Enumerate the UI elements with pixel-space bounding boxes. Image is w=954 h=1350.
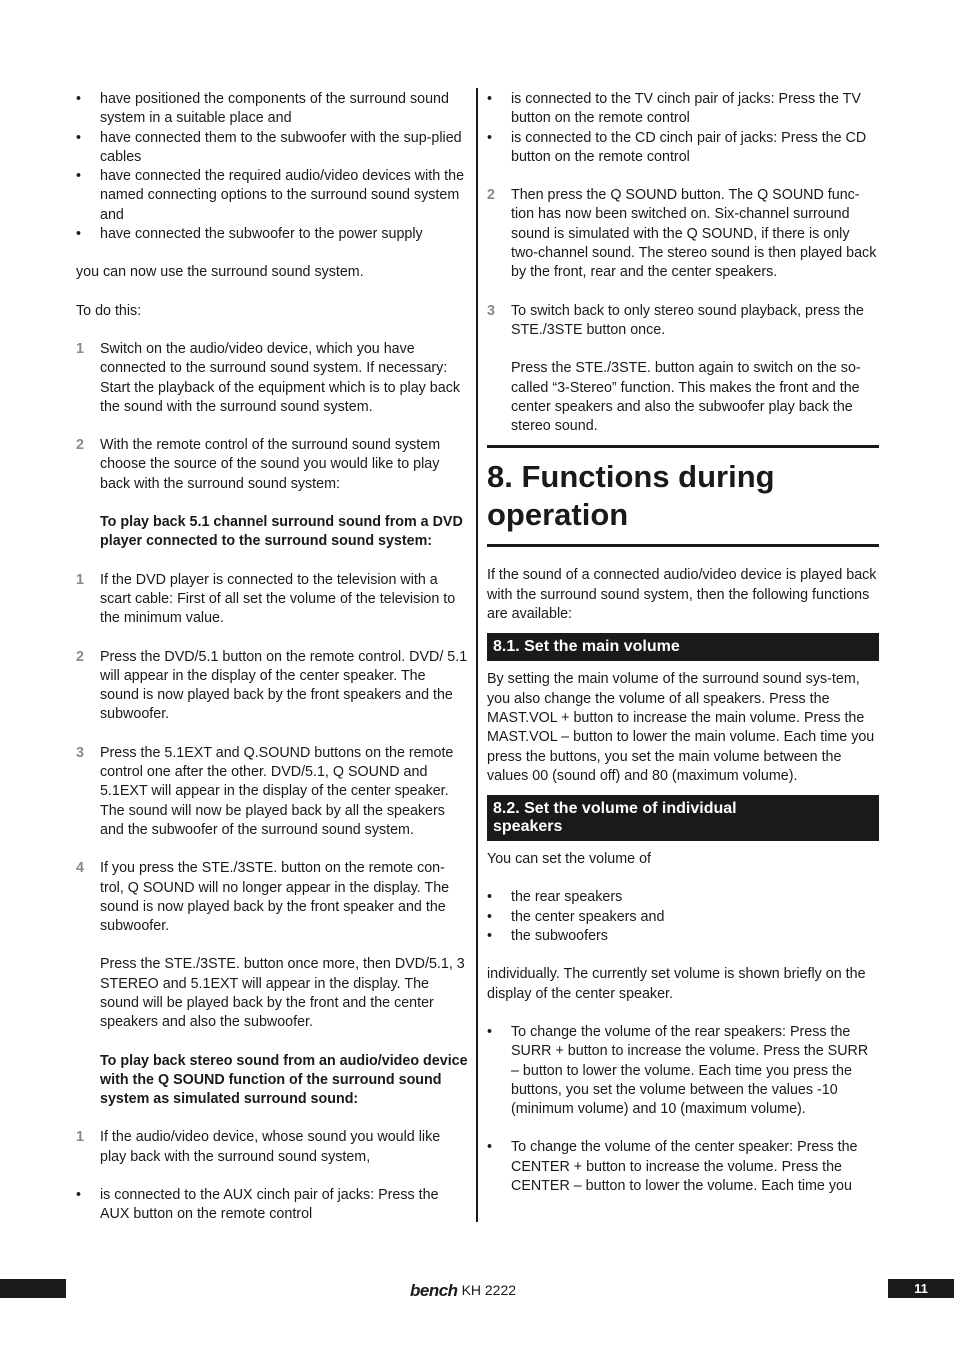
bold-subheading-stereo: To play back stereo sound from an audio/video device with the Q SOUND function of the surround sound system as simulated surround sound: [100,1052,468,1108]
bullet-item: • the center speakers and [487,908,879,927]
step-text: If the audio/video device, whose sound you would like play back with the surround sound system, [100,1129,441,1165]
numbered-step [487,186,879,282]
step-text: Switch on the audio/video device, which you have connected to the surround sound system. If necessary: Start the playback of the equipment which is to play back the sound with the surround sound system. [100,340,461,415]
bullet-item: • have connected them to the subwoofer with the sup-plied cables [76,129,468,168]
subsection-heading-individual: 8.2. Set the volume of individual speakers [487,795,879,841]
paragraph-main-volume: By setting the main volume of the surround sound sys-tem, you also change the volume of all speakers. Press the MAST.VOL + button to increase the main volume. Press the MAST.VOL – button to lower the main volume. Each time you press the buttons, you set the main volume between the values 00 (sound off) and 80 (maximum volume). [487,671,875,784]
paragraph-you-can: You can set the volume of [487,851,651,868]
bullet-item: • the rear speakers [487,888,879,907]
numbered-step [76,648,468,725]
right-column [487,90,879,1196]
bullet-item: • To change the volume of the rear speakers: Press the SURR + button to increase the volume. Press the SURR – button to lower the volume. Each time you press the buttons, you set the volume between the values -10 (minimum volume) and 10 (maximum volume). [487,1023,879,1119]
step-number: 2 [76,648,84,665]
step-number: 1 [76,340,84,357]
step-number: 2 [76,437,84,454]
step-continuation: Press the STE./3STE. button again to switch on the so-called “3-Stereo” function. This makes the front and the center speakers and also the subwoofer play back the stereo sound. [511,360,861,435]
step-number: 4 [76,860,84,877]
footer-bar-left [0,1279,66,1298]
bullet-item: • is connected to the CD cinch pair of jacks: Press the CD button on the remote control [487,129,879,168]
step-number: 1 [76,571,84,588]
step-text: Then press the Q SOUND button. The Q SOUND func-tion has now been switched on. Six-channel surround sound is simulated with the Q SOUND, if there is only two-channel sound. The stereo sound is then played back by the front, rear and the center speakers. [511,187,877,281]
step-text: If the DVD player is connected to the television with a scart cable: First of all set the volume of the television to the minimum value. [100,571,456,627]
section-heading: 8. Functions during operation [487,459,775,533]
step-number: 3 [487,302,495,319]
footer-brand [410,1281,516,1301]
step-text: If you press the STE./3STE. button on the remote con-trol, Q SOUND will no longer appear in the display. The sound is now played back by the front speaker and the subwoofer. [100,860,450,935]
heading-rule-top [487,445,879,448]
step-text: Press the 5.1EXT and Q.SOUND buttons on the remote control one after the other. DVD/5.1, Q SOUND and 5.1EXT will appear in the display of the center speaker. The sound will now be played back by all the speakers and the subwoofer of the surround sound system. [100,744,454,838]
numbered-step [76,744,468,840]
paragraph-todo: To do this: [76,302,142,319]
bullet-item: • To change the volume of the center speaker: Press the CENTER + button to increase the volume. Press the CENTER – button to lower the volume. Each time you [487,1138,879,1196]
paragraph-intro: If the sound of a connected audio/video device is played back with the surround sound system, then the following functions are available: [487,567,877,623]
bullet-item: • have connected the required audio/video devices with the named connecting options to the surround sound system and [76,167,468,225]
column-divider [476,88,478,1222]
subsection-heading-main-volume: 8.1. Set the main volume [487,633,879,661]
step-number: 1 [76,1129,84,1146]
numbered-step [76,340,468,417]
bullet-item: • is connected to the AUX cinch pair of jacks: Press the AUX button on the remote control [76,1186,468,1225]
step-text: Press the DVD/5.1 button on the remote control. DVD/ 5.1 will appear in the display of the center speaker. The sound is now played back by the front speakers and the subwoofer. [100,648,468,723]
bullet-item: • the subwoofers [487,927,879,946]
numbered-step [76,571,468,629]
bold-subheading-dvd: To play back 5.1 channel surround sound from a DVD player connected to the surround sound system: [100,514,463,550]
model-number: KH 2222 [461,1282,517,1299]
bullet-item: • have connected the subwoofer to the power supply [76,225,468,244]
numbered-step [487,302,879,341]
bullet-item: • have positioned the components of the surround sound system in a suitable place and [76,90,468,129]
step-text: With the remote control of the surround sound system choose the source of the sound you would like to play back with the surround sound system: [100,437,441,492]
step-number: 2 [487,187,495,204]
numbered-step [76,436,468,494]
numbered-step [76,859,468,936]
left-column [76,90,468,1225]
brand-logo: bench [410,1281,458,1301]
numbered-step [76,1128,468,1167]
step-text: To switch back to only stereo sound playback, press the STE./3STE button once. [511,302,864,338]
step-number: 3 [76,744,84,761]
page-number: 11 [888,1279,954,1298]
bullet-item: • is connected to the TV cinch pair of jacks: Press the TV button on the remote control [487,90,879,129]
paragraph-use: you can now use the surround sound system. [76,264,364,281]
step-continuation: Press the STE./3STE. button once more, then DVD/5.1, 3 STEREO and 5.1EXT will appear in the display. The sound will be played back by the front and the center speakers and also the subwoofer. [100,956,465,1031]
paragraph-individually: individually. The currently set volume is shown briefly on the display of the center speaker. [487,966,866,1002]
